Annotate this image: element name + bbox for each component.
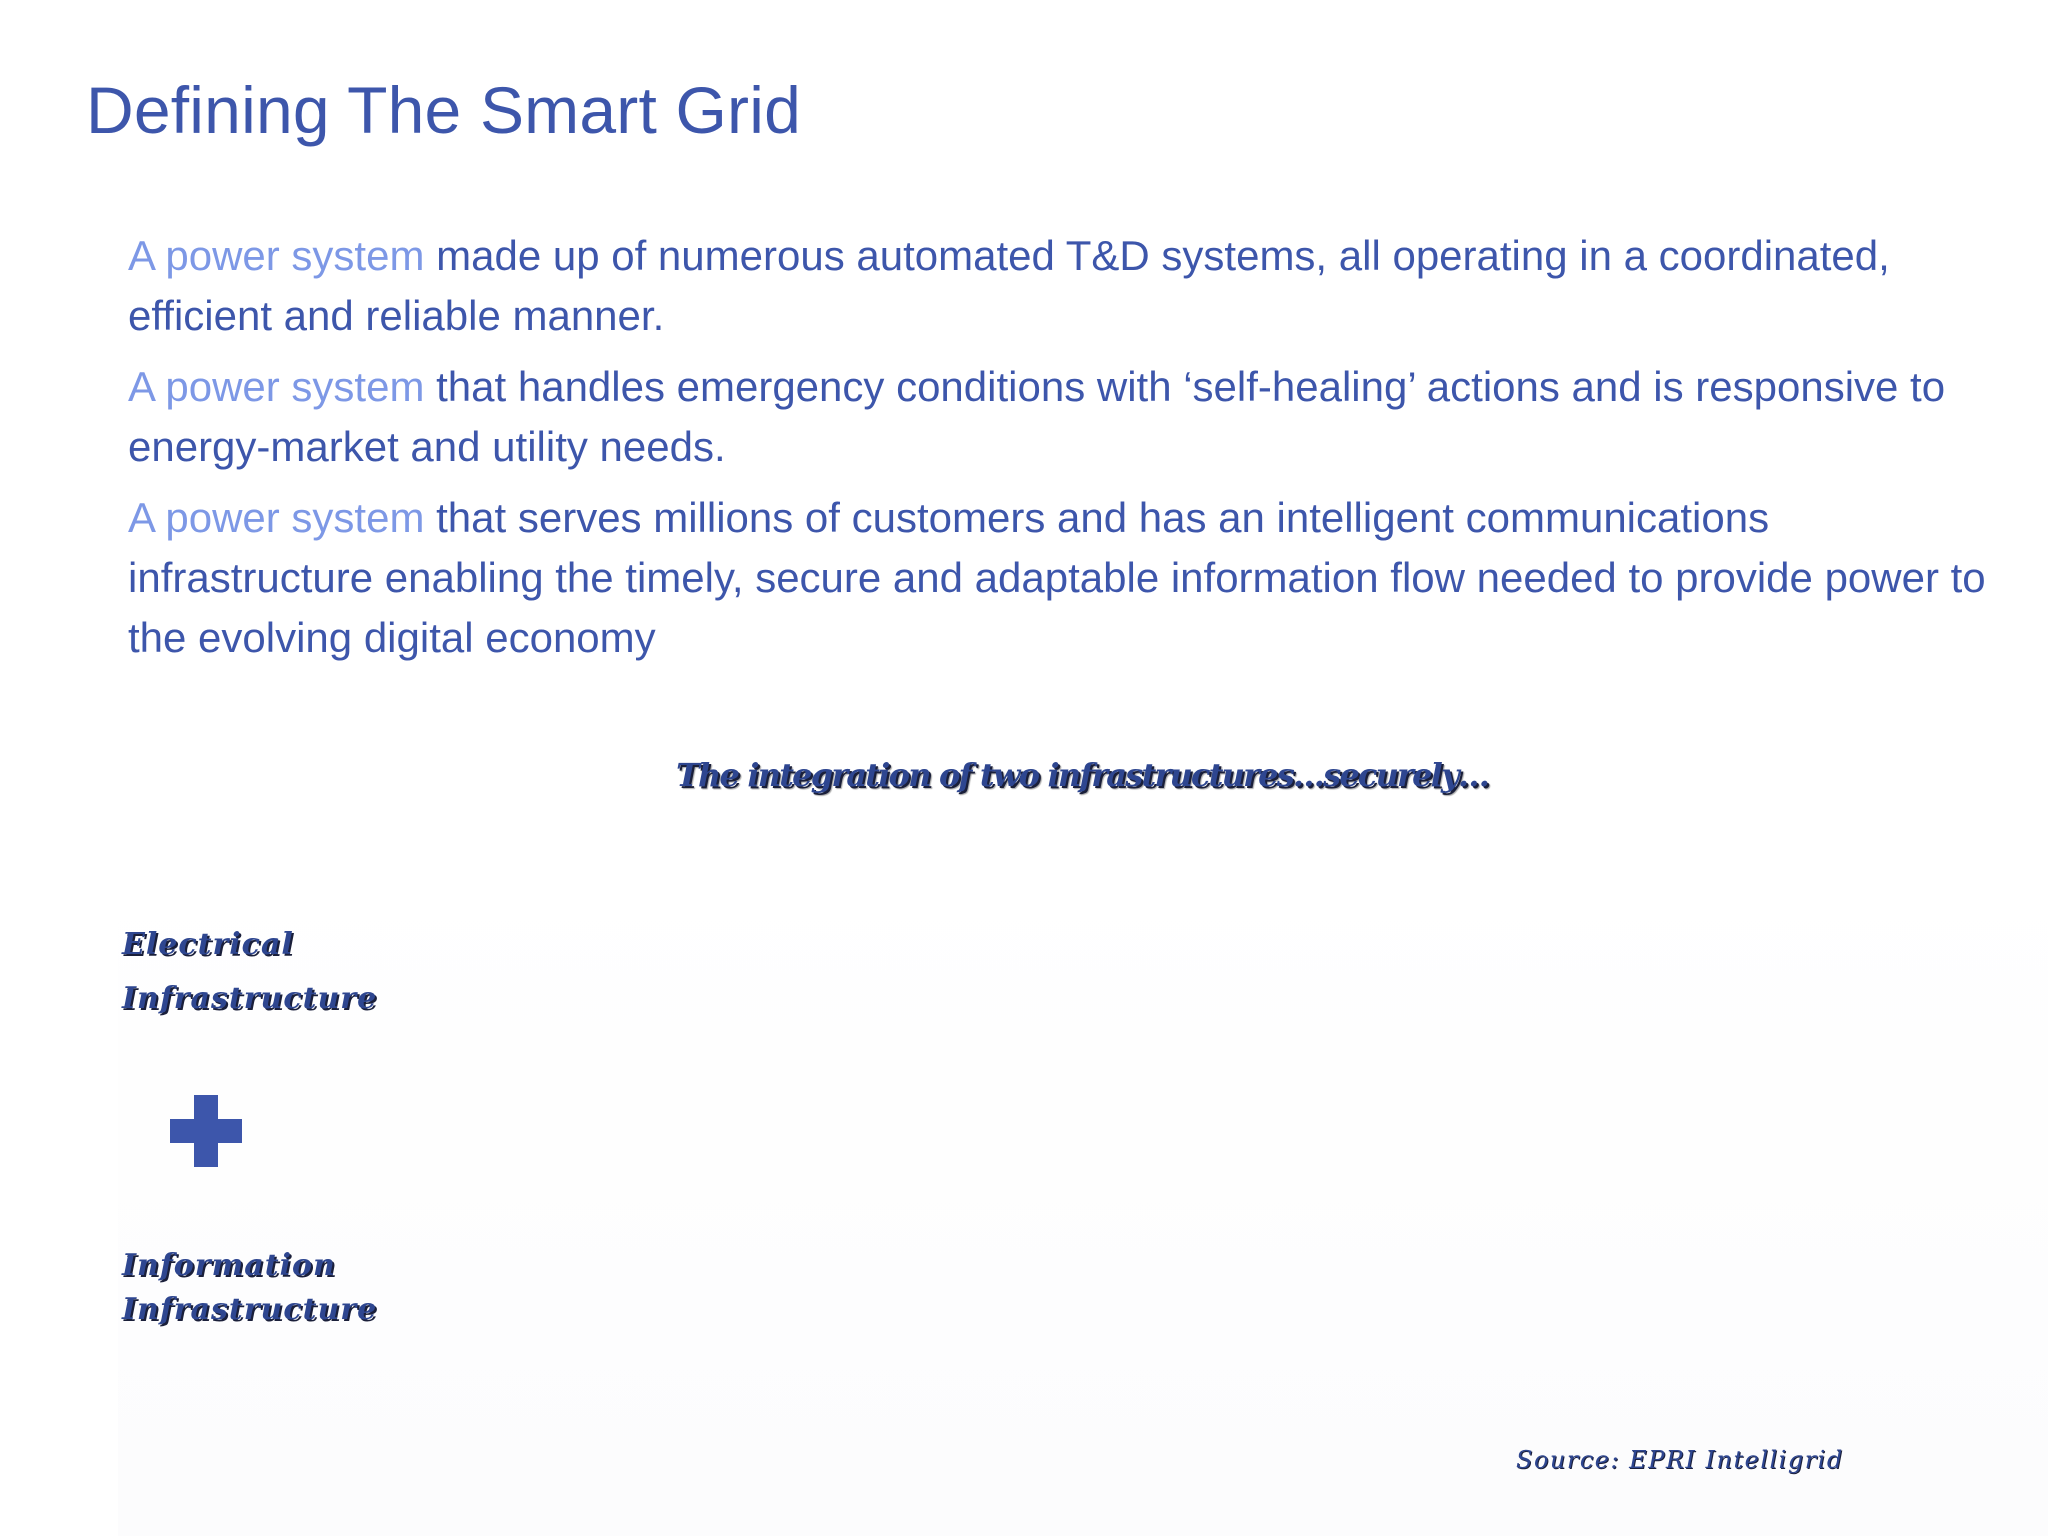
integration-tagline: The integration of two infrastructures…securely… <box>676 756 1489 794</box>
definition-item <box>128 226 2008 346</box>
definition-item <box>128 357 2008 477</box>
definition-lead: A power system <box>128 232 425 279</box>
definition-list <box>128 226 2008 679</box>
diagram-panel <box>118 860 2048 1536</box>
definition-lead: A power system <box>128 494 425 541</box>
plus-icon <box>170 1095 242 1167</box>
information-label-line2: Infrastructure <box>122 1292 378 1327</box>
source-credit: Source: EPRI Intelligrid <box>1516 1446 1844 1474</box>
definition-text: made up of numerous automated T&D systems, all operating in a coordinated, efficient and reliable manner. <box>128 232 1890 339</box>
information-label-line1: Information <box>122 1248 336 1283</box>
definition-lead: A power system <box>128 363 425 410</box>
definition-text: that serves millions of customers and has an intelligent communications infrastructure enabling the timely, secure and adaptable information flow needed to provide power to the evolving digital economy <box>128 494 1986 661</box>
definition-text: that handles emergency conditions with ‘self-healing’ actions and is responsive to energy-market and utility needs. <box>128 363 1946 470</box>
electrical-infrastructure-label <box>122 918 377 1026</box>
plus-icon-vertical-bar <box>194 1095 218 1167</box>
electrical-label-line1: Electrical <box>122 927 294 962</box>
definition-item <box>128 488 2008 668</box>
information-infrastructure-label <box>122 1244 377 1332</box>
electrical-label-line2: Infrastructure <box>122 981 378 1016</box>
slide-title: Defining The Smart Grid <box>86 73 802 147</box>
